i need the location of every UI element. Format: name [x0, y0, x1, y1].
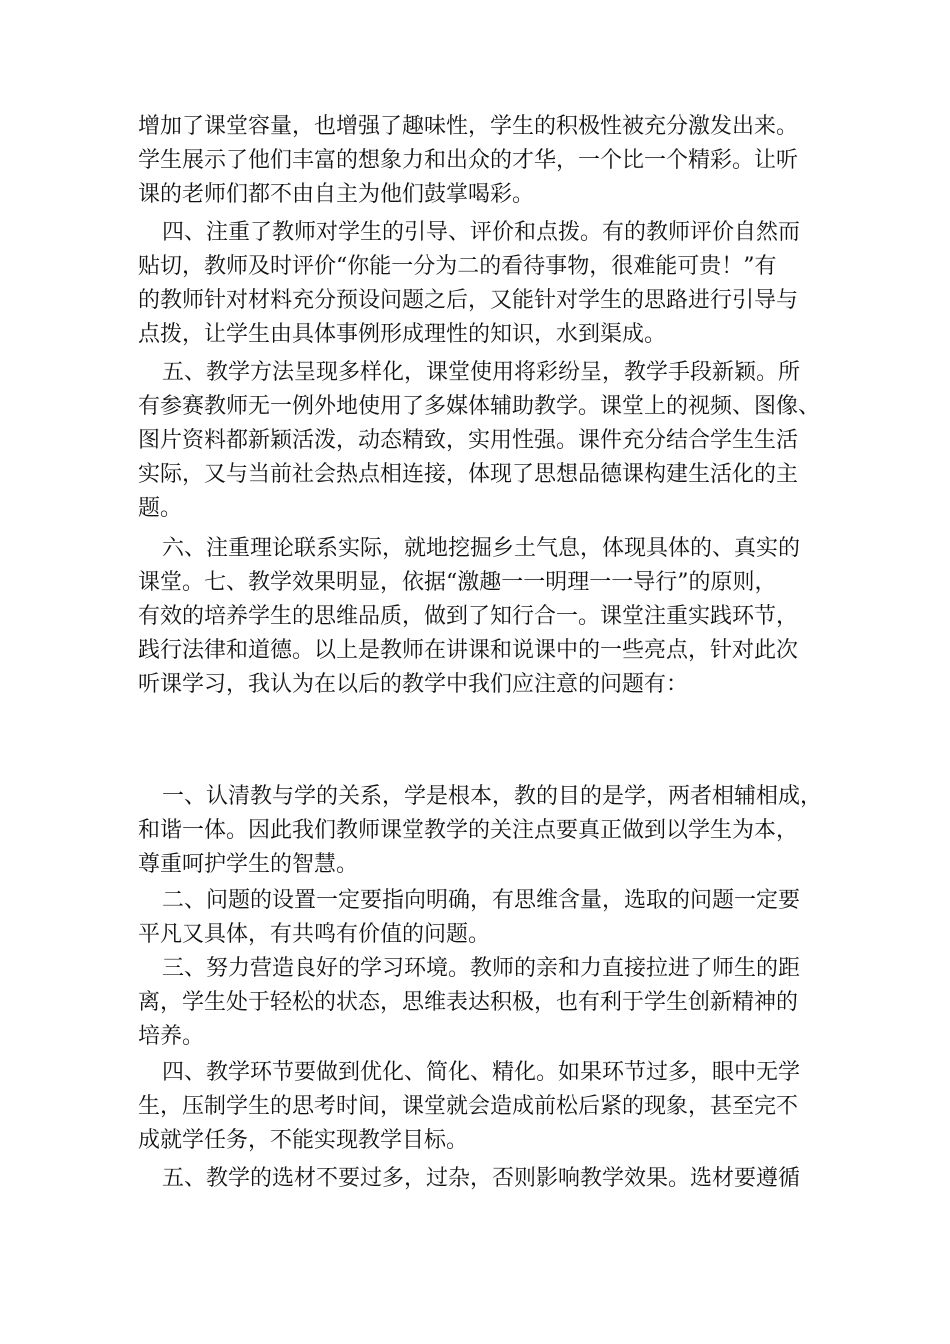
paragraph-issue-one	[138, 780, 823, 882]
text-line: 践行法律和道德。以上是教师在讲课和说课中的一些亮点，针对此次	[138, 638, 799, 663]
text-line: 尊重呵护学生的智慧。	[138, 852, 359, 877]
text-line: 有效的培养学生的思维品质，做到了知行合一。课堂注重实践环节，	[138, 604, 799, 629]
text-line: 增加了课堂容量，也增强了趣味性，学生的积极性被充分激发出来。	[138, 114, 799, 139]
text-line: 实际，又与当前社会热点相连接，体现了思想品德课构建生活化的主	[138, 462, 799, 487]
text-line: 离，学生处于轻松的状态，思维表达积极，也有利于学生创新精神的	[138, 990, 799, 1015]
text-line: 贴切，教师及时评价“你能一分为二的看待事物，很难能可贵！”有	[138, 254, 777, 279]
paragraph-issue-two	[138, 884, 818, 952]
text-line: 三、努力营造良好的学习环境。教师的亲和力直接拉进了师生的距	[162, 956, 801, 981]
text-line: 的教师针对材料充分预设问题之后，又能针对学生的思路进行引导与	[138, 288, 799, 313]
text-line: 成就学任务，不能实现教学目标。	[138, 1128, 469, 1153]
text-line: 点拨，让学生由具体事例形成理性的知识，水到渠成。	[138, 322, 667, 347]
paragraph-point-four-guidance	[138, 216, 818, 352]
text-line: 四、教学环节要做到优化、简化、精化。如果环节过多，眼中无学	[162, 1060, 801, 1085]
paragraph-issue-five	[138, 1162, 818, 1196]
text-line: 平凡又具体，有共鸣有价值的问题。	[138, 922, 491, 947]
text-line: 二、问题的设置一定要指向明确，有思维含量，选取的问题一定要	[162, 888, 801, 913]
text-line: 五、教学方法呈现多样化，课堂使用将彩纷呈，教学手段新颖。所	[162, 360, 801, 385]
text-line: 课的老师们都不由自主为他们鼓掌喝彩。	[138, 182, 535, 207]
paragraph-issue-three	[138, 952, 818, 1054]
text-line: 六、注重理论联系实际，就地挖掘乡土气息，体现具体的、真实的	[162, 536, 801, 561]
text-line: 五、教学的选材不要过多，过杂，否则影响教学效果。选材要遵循	[162, 1166, 801, 1191]
text-line: 图片资料都新颖活泼，动态精致，实用性强。课件充分结合学生生活	[138, 428, 799, 453]
paragraph-point-six-practice	[138, 532, 818, 702]
text-line: 有参赛教师无一例外地使用了多媒体辅助教学。课堂上的视频、图像、	[138, 394, 821, 419]
text-line: 培养。	[138, 1024, 205, 1049]
paragraph-point-five-methods	[138, 356, 821, 526]
text-line: 学生展示了他们丰富的想象力和出众的才华，一个比一个精彩。让听	[138, 148, 799, 173]
text-line: 课堂。七、教学效果明显，依据“激趣一一明理一一导行”的原则，	[138, 570, 777, 595]
text-line: 题。	[138, 496, 183, 521]
text-line: 听课学习，我认为在以后的教学中我们应注意的问题有：	[138, 672, 689, 697]
text-line: 四、注重了教师对学生的引导、评价和点拨。有的教师评价自然而	[162, 220, 801, 245]
paragraph-issue-four	[138, 1056, 818, 1158]
text-line: 一、认清教与学的关系，学是根本，教的目的是学，两者相辅相成，	[162, 784, 823, 809]
text-line: 生，压制学生的思考时间，课堂就会造成前松后紧的现象，甚至完不	[138, 1094, 799, 1119]
text-line: 和谐一体。因此我们教师课堂教学的关注点要真正做到以学生为本，	[138, 818, 799, 843]
paragraph-continuation	[138, 110, 818, 212]
